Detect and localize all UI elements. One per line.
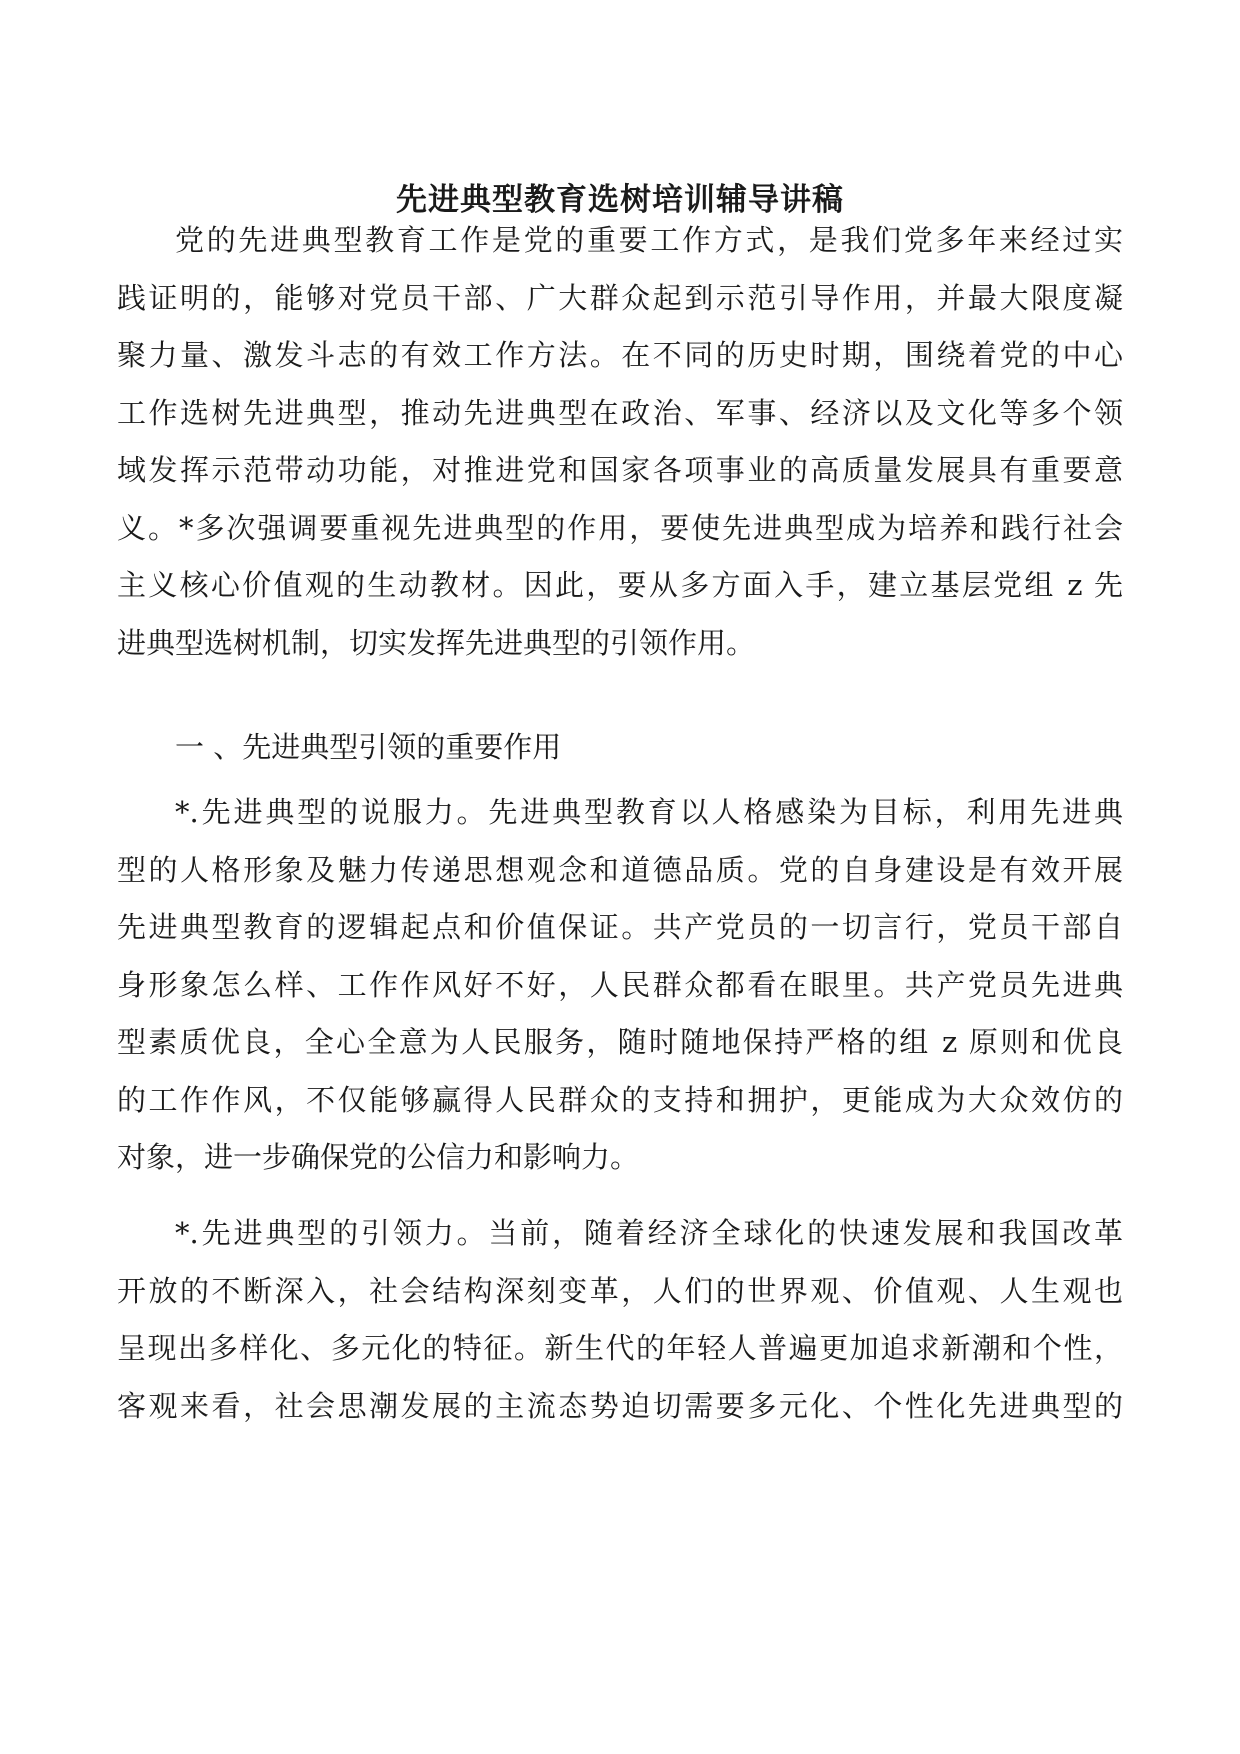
paragraph-line: 开放的不断深入，社会结构深刻变革，人们的世界观、价值观、人生观也 (117, 1273, 1123, 1308)
paragraph-line: 党的先进典型教育工作是党的重要工作方式，是我们党多年来经过实 (175, 223, 1123, 257)
section-heading-text: 一 、先进典型引领的重要作用 (175, 730, 562, 764)
paragraph-line: 的工作作风，不仅能够赢得人民群众的支持和拥护，更能成为大众效仿的 (117, 1082, 1123, 1117)
document-title: 先进典型教育选树培训辅导讲稿 (396, 182, 844, 218)
paragraph-line: 工作选树先进典型，推动先进典型在政治、军事、经济以及文化等多个领 (117, 395, 1123, 430)
paragraph-line: 聚力量、激发斗志的有效工作方法。在不同的历史时期，围绕着党的中心 (117, 338, 1123, 372)
paragraph-line: *.先进典型的引领力。当前，随着经济全球化的快速发展和我国改革 (175, 1216, 1123, 1250)
paragraph-line: 进典型选树机制，切实发挥先进典型的引领作用。 (117, 625, 756, 660)
paragraph-line: 域发挥示范带动功能，对推进党和国家各项事业的高质量发展具有重要意 (117, 453, 1123, 487)
intro-paragraph (117, 212, 1123, 672)
paragraph-line: *.先进典型的说服力。先进典型教育以人格感染为目标，利用先进典 (175, 795, 1123, 829)
persuasion-paragraph (117, 784, 1123, 1187)
paragraph-line: 践证明的，能够对党员干部、广大群众起到示范引导作用，并最大限度凝 (117, 280, 1123, 315)
paragraph-line: 身形象怎么样、工作作风好不好，人民群众都看在眼里。共产党员先进典 (117, 967, 1123, 1002)
paragraph-line: 主义核心价值观的生动教材。因此，要从多方面入手，建立基层党组 z 先 (117, 568, 1123, 602)
paragraph-line: 呈现出多样化、多元化的特征。新生代的年轻人普遍更加追求新潮和个性， (117, 1331, 1123, 1365)
paragraph-line: 型素质优良，全心全意为人民服务，随时随地保持严格的组 z 原则和优良 (117, 1025, 1123, 1059)
leadership-paragraph (117, 1205, 1123, 1435)
paragraph-line: 客观来看，社会思潮发展的主流态势迫切需要多元化、个性化先进典型的 (117, 1388, 1123, 1423)
paragraph-line: 先进典型教育的逻辑起点和价值保证。共产党员的一切言行，党员干部自 (117, 910, 1123, 944)
paragraph-line: 型的人格形象及魅力传递思想观念和道德品质。党的自身建设是有效开展 (117, 852, 1123, 887)
section-heading (117, 719, 1123, 777)
paragraph-line: 义。*多次强调要重视先进典型的作用，要使先进典型成为培养和践行社会 (117, 510, 1123, 545)
paragraph-line: 对象，进一步确保党的公信力和影响力。 (117, 1140, 640, 1174)
